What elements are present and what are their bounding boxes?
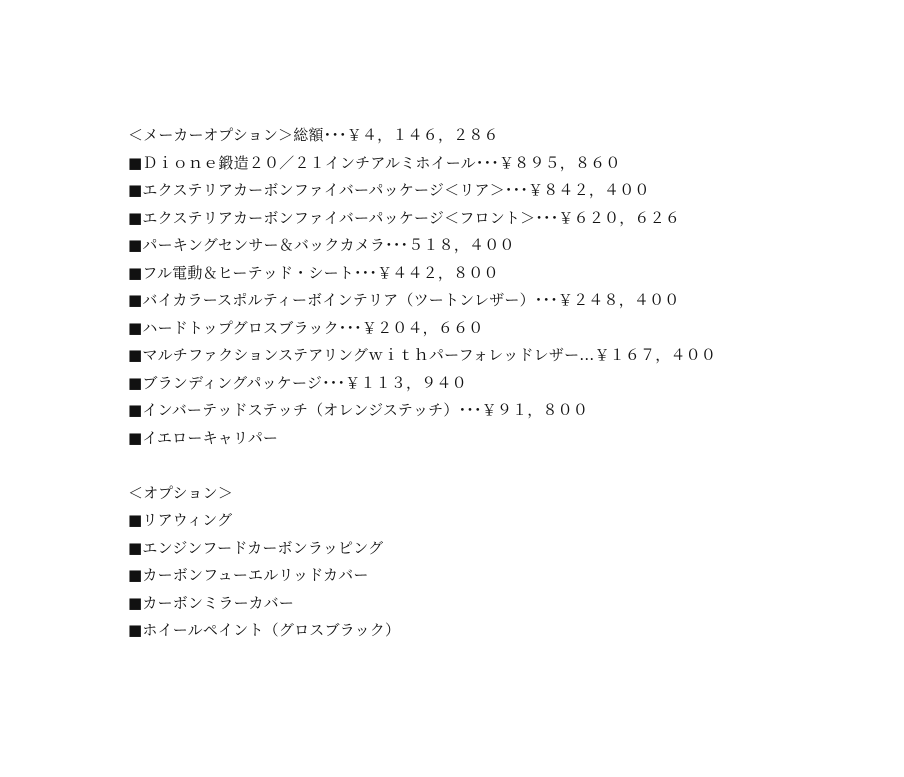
document-body (128, 122, 868, 645)
maker-options-heading: ＜メーカーオプション＞総額･･･￥４，１４６，２８６ (128, 126, 499, 144)
maker-option-item: ■イエローキャリパー (128, 428, 279, 447)
maker-option-item: ■マルチファクションステアリングｗｉｔｈパーフォレッドレザー…￥１６７，４００ (128, 346, 717, 364)
maker-option-item: ■バイカラースポルティーボインテリア（ツートンレザー）･･･￥２４８，４００ (128, 291, 680, 309)
maker-option-item: ■エクステリアカーボンファイバーパッケージ＜リア＞･･･￥８４２，４００ (128, 181, 650, 199)
maker-option-item: ■Ｄｉｏｎｅ鍛造２０／２１インチアルミホイール･･･￥８９５，８６０ (128, 153, 621, 172)
maker-option-item: ■エクステリアカーボンファイバーパッケージ＜フロント＞･･･￥６２０，６２６ (128, 208, 681, 227)
option-item: ■カーボンフューエルリッドカバー (128, 566, 369, 584)
maker-option-item: ■フル電動＆ヒーテッド・シート･･･￥４４２，８００ (128, 263, 499, 282)
maker-option-item: ■インバーテッドステッチ（オレンジステッチ）･･･￥９１，８００ (128, 401, 589, 419)
option-item: ■カーボンミラーカバー (128, 593, 295, 612)
options-heading: ＜オプション＞ (128, 483, 234, 502)
maker-option-item: ■パーキングセンサー＆バックカメラ･･･５１８，４００ (128, 236, 515, 254)
option-item: ■エンジンフードカーボンラッピング (128, 538, 384, 557)
option-item: ■ホイールペイント（グロスブラック） (128, 621, 401, 639)
maker-option-item: ■ブランディングパッケージ･･･￥１１３，９４０ (128, 373, 467, 392)
maker-option-item: ■ハードトップグロスブラック･･･￥２０４，６６０ (128, 318, 484, 337)
section-gap (128, 452, 868, 480)
option-item: ■リアウィング (128, 511, 233, 529)
